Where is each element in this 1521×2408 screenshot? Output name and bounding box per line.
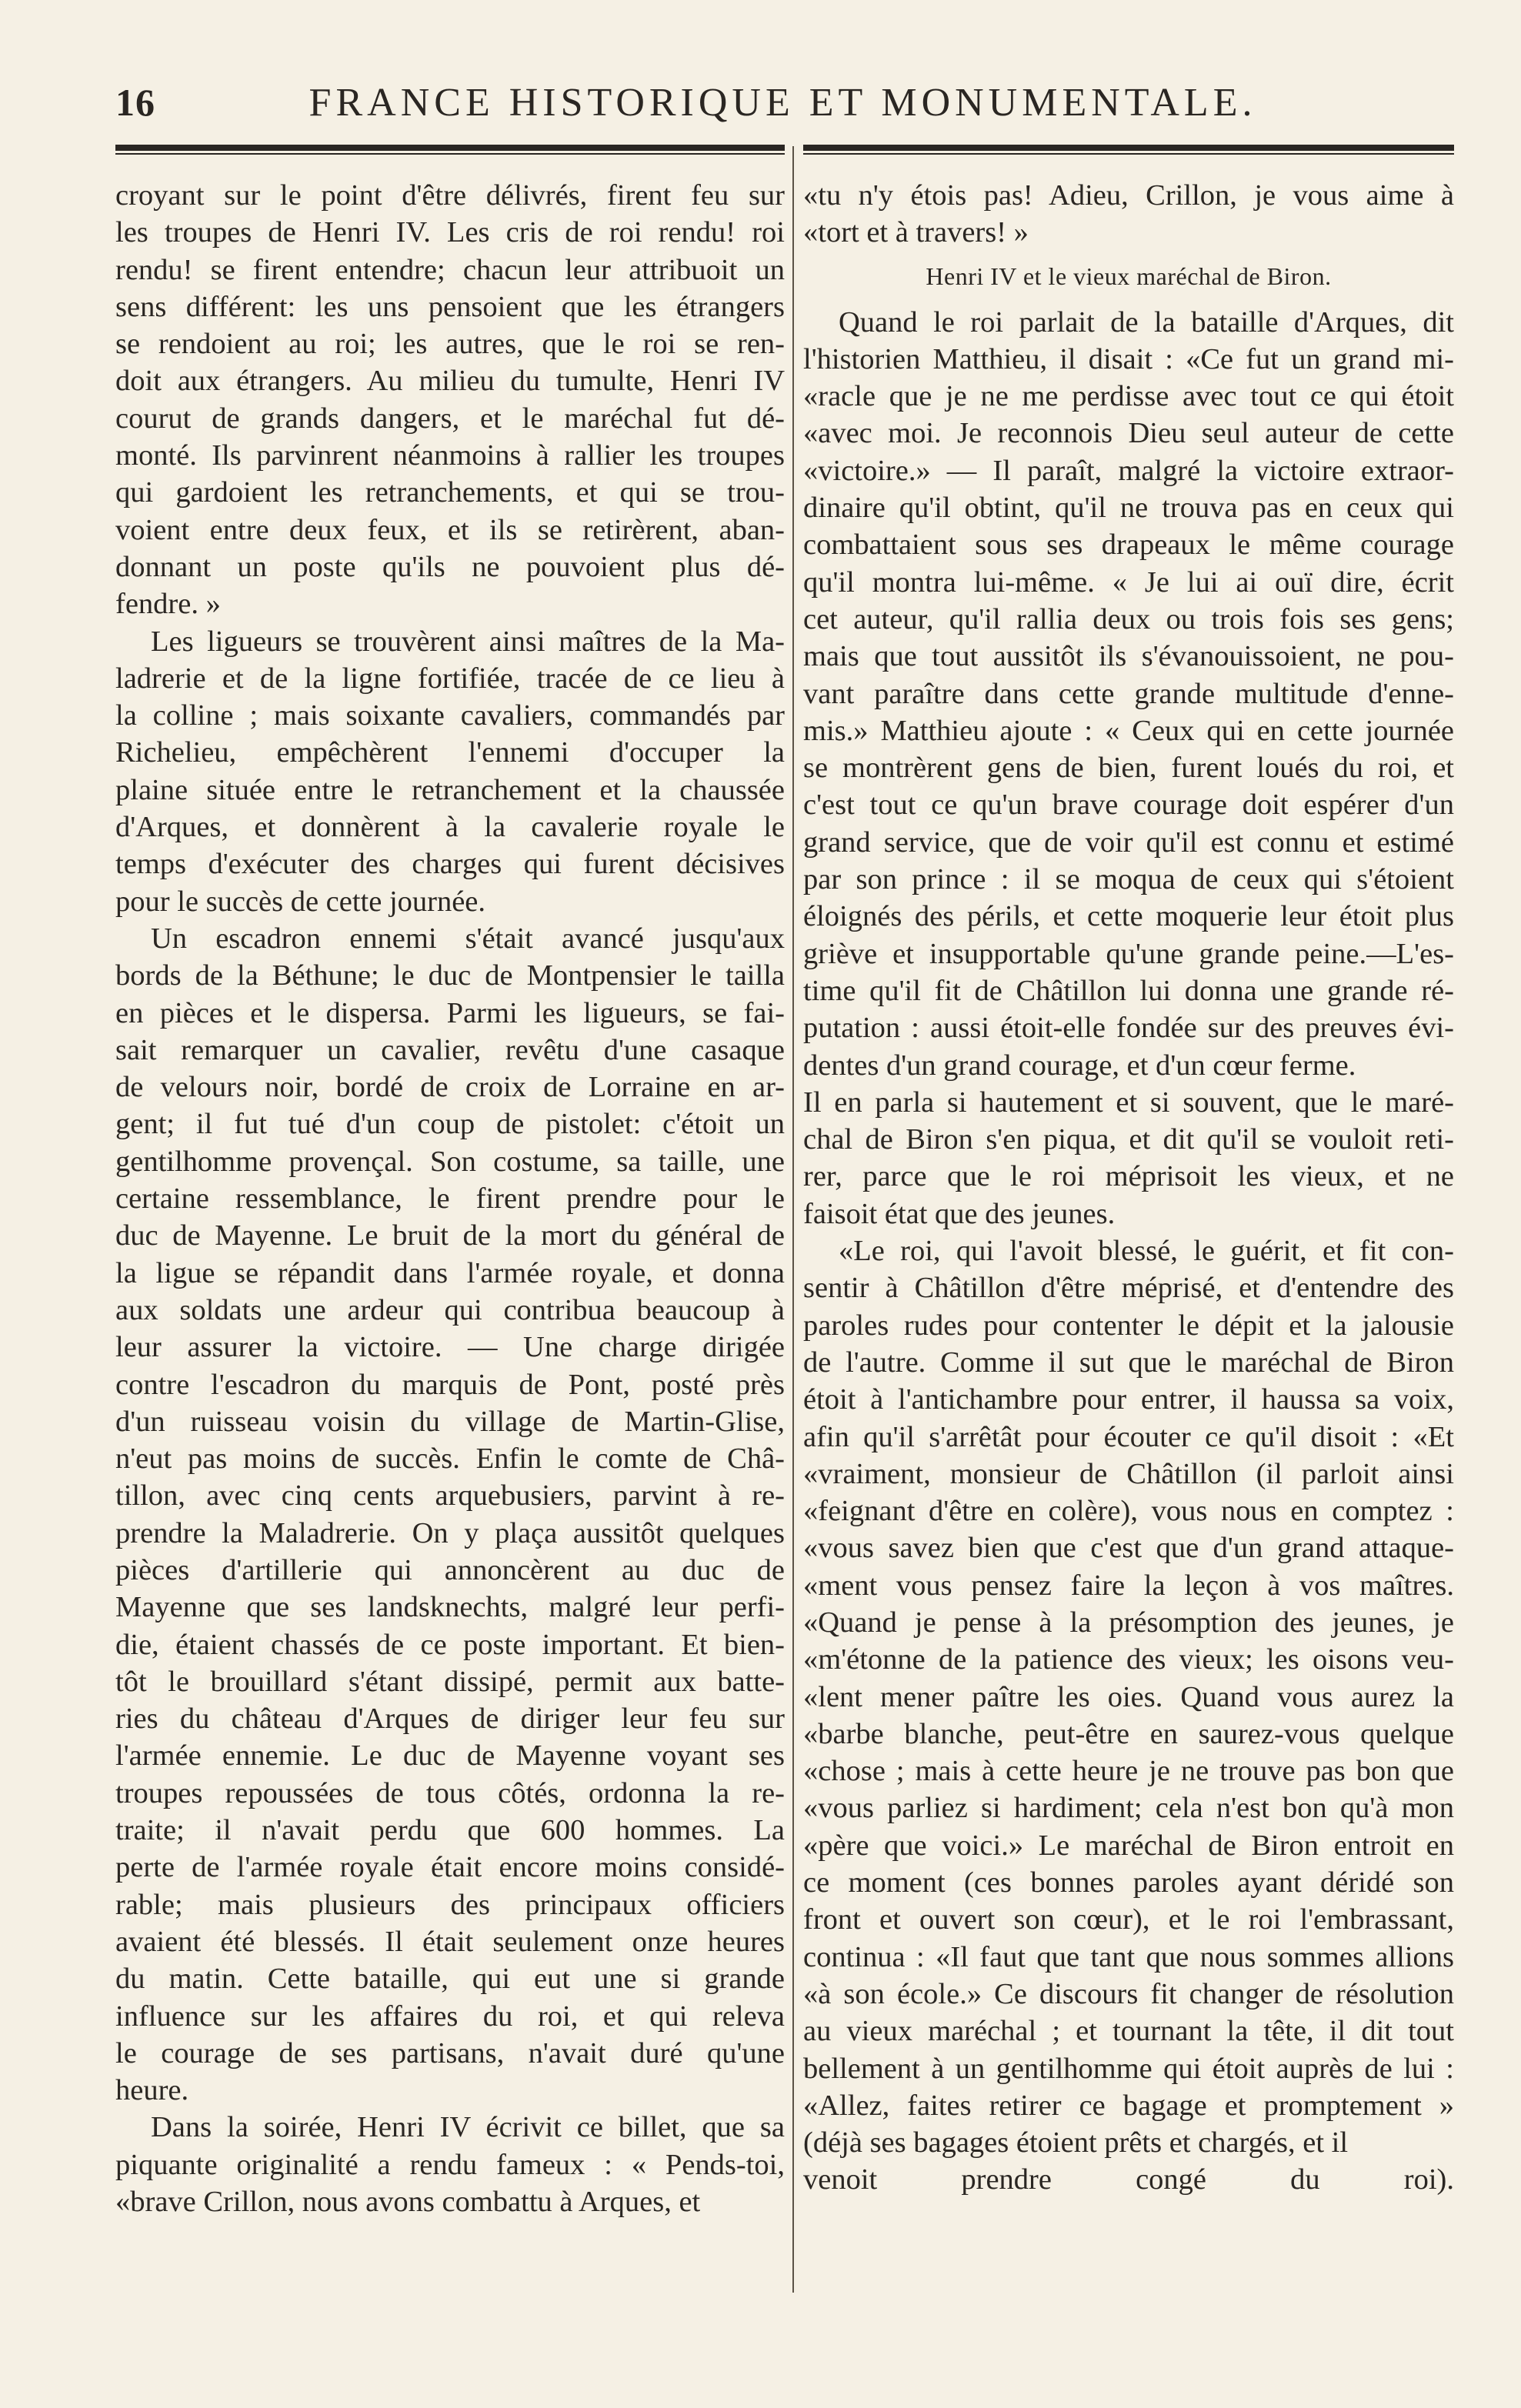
text-line: la ligue se répandit dans l'armée royale, et donna xyxy=(115,1256,785,1289)
text-line: n'eut pas moins de succès. Enfin le comte de Châ- xyxy=(115,1442,785,1476)
text-line: combattaient sous ses drapeaux le même courage xyxy=(803,529,1454,562)
text-line: tillon, avec cinq cents arquebusiers, parvint à re- xyxy=(115,1479,785,1513)
text-line: ladrerie et de la ligne fortifiée, tracée de ce lieu à xyxy=(115,662,785,695)
text-line: perte de l'armée royale était encore moins considé- xyxy=(115,1851,785,1884)
text-line: se rendoient au roi; les autres, que le roi se ren- xyxy=(115,328,785,361)
text-line: la colline ; mais soixante cavaliers, commandés par xyxy=(115,699,785,732)
text-line: par son prince : il se moqua de ceux qui s'étoient xyxy=(803,863,1454,896)
text-line: afin qu'il s'arrêtât pour écouter ce qu'il disoit : «Et xyxy=(803,1420,1454,1453)
text-line: continua : «Il faut que tant que nous sommes allions xyxy=(803,1940,1454,1973)
left-column xyxy=(115,177,785,2220)
running-title: FRANCE HISTORIQUE ET MONUMENTALE. xyxy=(309,81,1257,125)
text-line: «vraiment, monsieur de Châtillon (il parloit ainsi xyxy=(803,1457,1454,1490)
text-line: die, étaient chassés de ce poste important. Et bien- xyxy=(115,1628,785,1661)
text-line: dinaire qu'il obtint, qu'il ne trouva pas en ceux qui xyxy=(803,492,1454,525)
text-line: troupes repoussées de tous côtés, ordonna la re- xyxy=(115,1776,785,1809)
text-line: l'armée ennemie. Le duc de Mayenne voyant ses xyxy=(115,1739,785,1773)
text-line: «lent mener paître les oies. Quand vous aurez la xyxy=(803,1680,1454,1713)
text-line: l'historien Matthieu, il disait : «Ce fut un grand mi- xyxy=(803,342,1454,375)
text-line: piquante originalité a rendu fameux : « Pends-toi, xyxy=(115,2148,785,2181)
text-line: sentir à Châtillon d'être méprisé, et d'entendre des xyxy=(803,1272,1454,1305)
text-line: «à son école.» Ce discours fit changer de résolution xyxy=(803,1977,1454,2010)
text-line: «Quand je pense à la présomption des jeunes, je xyxy=(803,1606,1454,1639)
text-line: sens différent: les uns pensoient que les étrangers xyxy=(115,290,785,323)
text-line: le courage de ses partisans, n'avait duré qu'une xyxy=(115,2036,785,2069)
text-line: faisoit état que des jeunes. xyxy=(803,1197,1116,1230)
header-rule-right xyxy=(803,145,1454,155)
page-number: 16 xyxy=(115,81,155,124)
text-line: plaine située entre le retranchement et la chaussée xyxy=(115,773,785,806)
text-line: de velours noir, bordé de croix de Lorraine en ar- xyxy=(115,1071,785,1104)
text-line: grand service, que de voir qu'il est connu et estimé xyxy=(803,825,1454,859)
right-column xyxy=(803,177,1454,2199)
text-line: tôt le brouillard s'étant dissipé, permit aux batte- xyxy=(115,1665,785,1698)
header-rule-left xyxy=(115,145,785,155)
text-line: gentilhomme provençal. Son costume, sa taille, une xyxy=(115,1145,785,1178)
text-line: se montrèrent gens de bien, furent loués du roi, et xyxy=(803,752,1454,785)
text-line: étoit à l'antichambre pour entrer, il haussa sa voix, xyxy=(803,1383,1454,1416)
text-line: heure. xyxy=(115,2074,189,2107)
text-line: dentes d'un grand courage, et d'un cœur ferme. xyxy=(803,1049,1356,1082)
text-line: monté. Ils parvinrent néanmoins à rallier les troupes xyxy=(115,439,785,472)
text-line: temps d'exécuter des charges qui furent décisives xyxy=(115,848,785,881)
running-head xyxy=(115,80,1450,134)
text-line: Les ligueurs se trouvèrent ainsi maîtres de la Ma- xyxy=(151,625,785,658)
text-line: pièces d'artillerie qui annoncèrent au duc de xyxy=(115,1553,785,1586)
text-line: d'Arques, et donnèrent à la cavalerie royale le xyxy=(115,811,785,844)
text-line: c'est tout ce qu'un brave courage doit espérer d'un xyxy=(803,789,1454,822)
text-line: «chose ; mais à cette heure je ne trouve pas bon que xyxy=(803,1755,1454,1788)
text-line: Un escadron ennemi s'était avancé jusqu'aux xyxy=(151,922,785,955)
text-line: ries du château d'Arques de diriger leur feu sur xyxy=(115,1703,785,1736)
text-line: traite; il n'avait perdu que 600 hommes. La xyxy=(115,1814,785,1847)
text-line: les troupes de Henri IV. Les cris de roi rendu! roi xyxy=(115,216,785,249)
text-line: «Le roi, qui l'avoit blessé, le guérit, et fit con- xyxy=(839,1235,1454,1268)
text-line: griève et insupportable qu'une grande peine.—L'es- xyxy=(803,937,1454,970)
text-line: «feignant d'être en colère), vous nous en comptez : xyxy=(803,1495,1454,1528)
text-line: chal de Biron s'en piqua, et dit qu'il se vouloit reti- xyxy=(803,1123,1454,1156)
text-line: d'un ruisseau voisin du village de Martin-Glise, xyxy=(115,1405,785,1438)
text-line: donnant un poste qu'ils ne pouvoient plus dé- xyxy=(115,550,785,583)
text-line: fendre. » xyxy=(115,588,221,621)
text-line: contre l'escadron du marquis de Pont, posté près xyxy=(115,1368,785,1401)
text-line: mais que tout aussitôt ils s'évanouissoient, ne pou- xyxy=(803,640,1454,673)
text-line: time qu'il fit de Châtillon lui donna une grande ré- xyxy=(803,974,1454,1007)
text-line: mis.» Matthieu ajoute : « Ceux qui en cette journée xyxy=(803,714,1454,747)
text-line: rendu! se firent entendre; chacun leur attribuoit un xyxy=(115,253,785,286)
text-line: qui gardoient les retranchements, et qui se trou- xyxy=(115,476,785,509)
text-line: bords de la Béthune; le duc de Montpensier le tailla xyxy=(115,959,785,992)
text-line: vant paraître dans cette grande multitude d'enne- xyxy=(803,677,1454,710)
text-line: qu'il montra lui-même. « Je lui ai ouï dire, écrit xyxy=(803,565,1454,599)
text-line: cet auteur, qu'il rallia deux ou trois fois ses gens; xyxy=(803,602,1454,635)
text-line: gent; il fut tué d'un coup de pistolet: c'étoit un xyxy=(115,1108,785,1141)
text-line: bellement à un gentilhomme qui étoit auprès de lui : xyxy=(803,2052,1454,2085)
text-line: pour le succès de cette journée. xyxy=(115,885,486,918)
text-line: du matin. Cette bataille, qui eut une si grande xyxy=(115,1963,785,1996)
text-line: duc de Mayenne. Le bruit de la mort du général de xyxy=(115,1219,785,1252)
text-line: leur assurer la victoire. — Une charge dirigée xyxy=(115,1331,785,1364)
text-line: front et ouvert son cœur), et le roi l'embrassant, xyxy=(803,1903,1454,1936)
text-line: de l'autre. Comme il sut que le maréchal de Biron xyxy=(803,1346,1454,1379)
text-line: éloignés des périls, et cette moquerie leur étoit plus xyxy=(803,900,1454,933)
text-line: venoit prendre congé du roi). xyxy=(803,2163,1454,2196)
text-line: «racle que je ne me perdisse avec tout ce qui étoit xyxy=(803,380,1454,413)
text-line: certaine ressemblance, le firent prendre pour le xyxy=(115,1182,785,1216)
text-line: Dans la soirée, Henri IV écrivit ce billet, que sa xyxy=(151,2111,785,2144)
text-line: «ment vous pensez faire la leçon à vos maîtres. xyxy=(803,1569,1454,1602)
text-line: «vous parliez si hardiment; cela n'est bon qu'à mon xyxy=(803,1792,1454,1825)
text-line: «père que voici.» Le maréchal de Biron entroit en xyxy=(803,1829,1454,1862)
text-line: Mayenne que ses landsknechts, malgré leur perfi- xyxy=(115,1591,785,1624)
text-line: ce moment (ces bonnes paroles ayant déridé son xyxy=(803,1866,1454,1899)
text-line: «Allez, faites retirer ce bagage et promptement » xyxy=(803,2089,1454,2122)
text-line: paroles rudes pour contenter le dépit et la jalousie xyxy=(803,1309,1454,1342)
text-line: influence sur les affaires du roi, et qui releva xyxy=(115,1999,785,2033)
text-line: au vieux maréchal ; et tournant la tête, il dit tout xyxy=(803,2015,1454,2048)
text-line: prendre la Maladrerie. On y plaça aussitôt quelques xyxy=(115,1516,785,1549)
text-line: croyant sur le point d'être délivrés, firent feu sur xyxy=(115,179,785,212)
text-line: avaient été blessés. Il était seulement onze heures xyxy=(115,1925,785,1958)
text-line: «brave Crillon, nous avons combattu à Arques, et xyxy=(115,2186,701,2219)
text-line: en pièces et le dispersa. Parmi les ligueurs, se fai- xyxy=(115,996,785,1029)
text-line: «tort et à travers! » xyxy=(803,216,1029,249)
text-line: (déjà ses bagages étoient prêts et chargés, et il xyxy=(803,2126,1349,2160)
text-line: Quand le roi parlait de la bataille d'Arques, dit xyxy=(839,305,1454,339)
text-line: courut de grands dangers, et le maréchal fut dé- xyxy=(115,402,785,435)
text-line: aux soldats une ardeur qui contribua beaucoup à xyxy=(115,1293,785,1326)
text-line: «m'étonne de la patience des vieux; les oisons veu- xyxy=(803,1643,1454,1676)
text-line: Richelieu, empêchèrent l'ennemi d'occuper la xyxy=(115,736,785,769)
right-column-top xyxy=(803,177,1454,252)
text-line: rable; mais plusieurs des principaux officiers xyxy=(115,1888,785,1921)
text-line: voient entre deux feux, et ils se retirèrent, aban- xyxy=(115,513,785,546)
column-divider xyxy=(792,146,794,2293)
text-line: putation : aussi étoit-elle fondée sur des preuves évi- xyxy=(803,1012,1454,1045)
text-line: doit aux étrangers. Au milieu du tumulte, Henri IV xyxy=(115,365,785,398)
text-line: «victoire.» — Il paraît, malgré la victoire extraor- xyxy=(803,454,1454,487)
text-line: «barbe blanche, peut-être en saurez-vous quelque xyxy=(803,1717,1454,1750)
section-subheading: Henri IV et le vieux maréchal de Biron. xyxy=(926,262,1332,290)
text-line: «tu n'y étois pas! Adieu, Crillon, je vous aime à xyxy=(803,179,1454,212)
right-column-body xyxy=(803,304,1454,2199)
text-line: rer, parce que le roi méprisoit les vieux, et ne xyxy=(803,1160,1454,1193)
text-line: «vous savez bien que c'est que d'un grand attaque- xyxy=(803,1532,1454,1565)
text-line: sait remarquer un cavalier, revêtu d'une casaque xyxy=(115,1033,785,1066)
text-line: Il en parla si hautement et si souvent, que le maré- xyxy=(803,1086,1454,1119)
text-line: «avec moi. Je reconnois Dieu seul auteur de cette xyxy=(803,417,1454,450)
